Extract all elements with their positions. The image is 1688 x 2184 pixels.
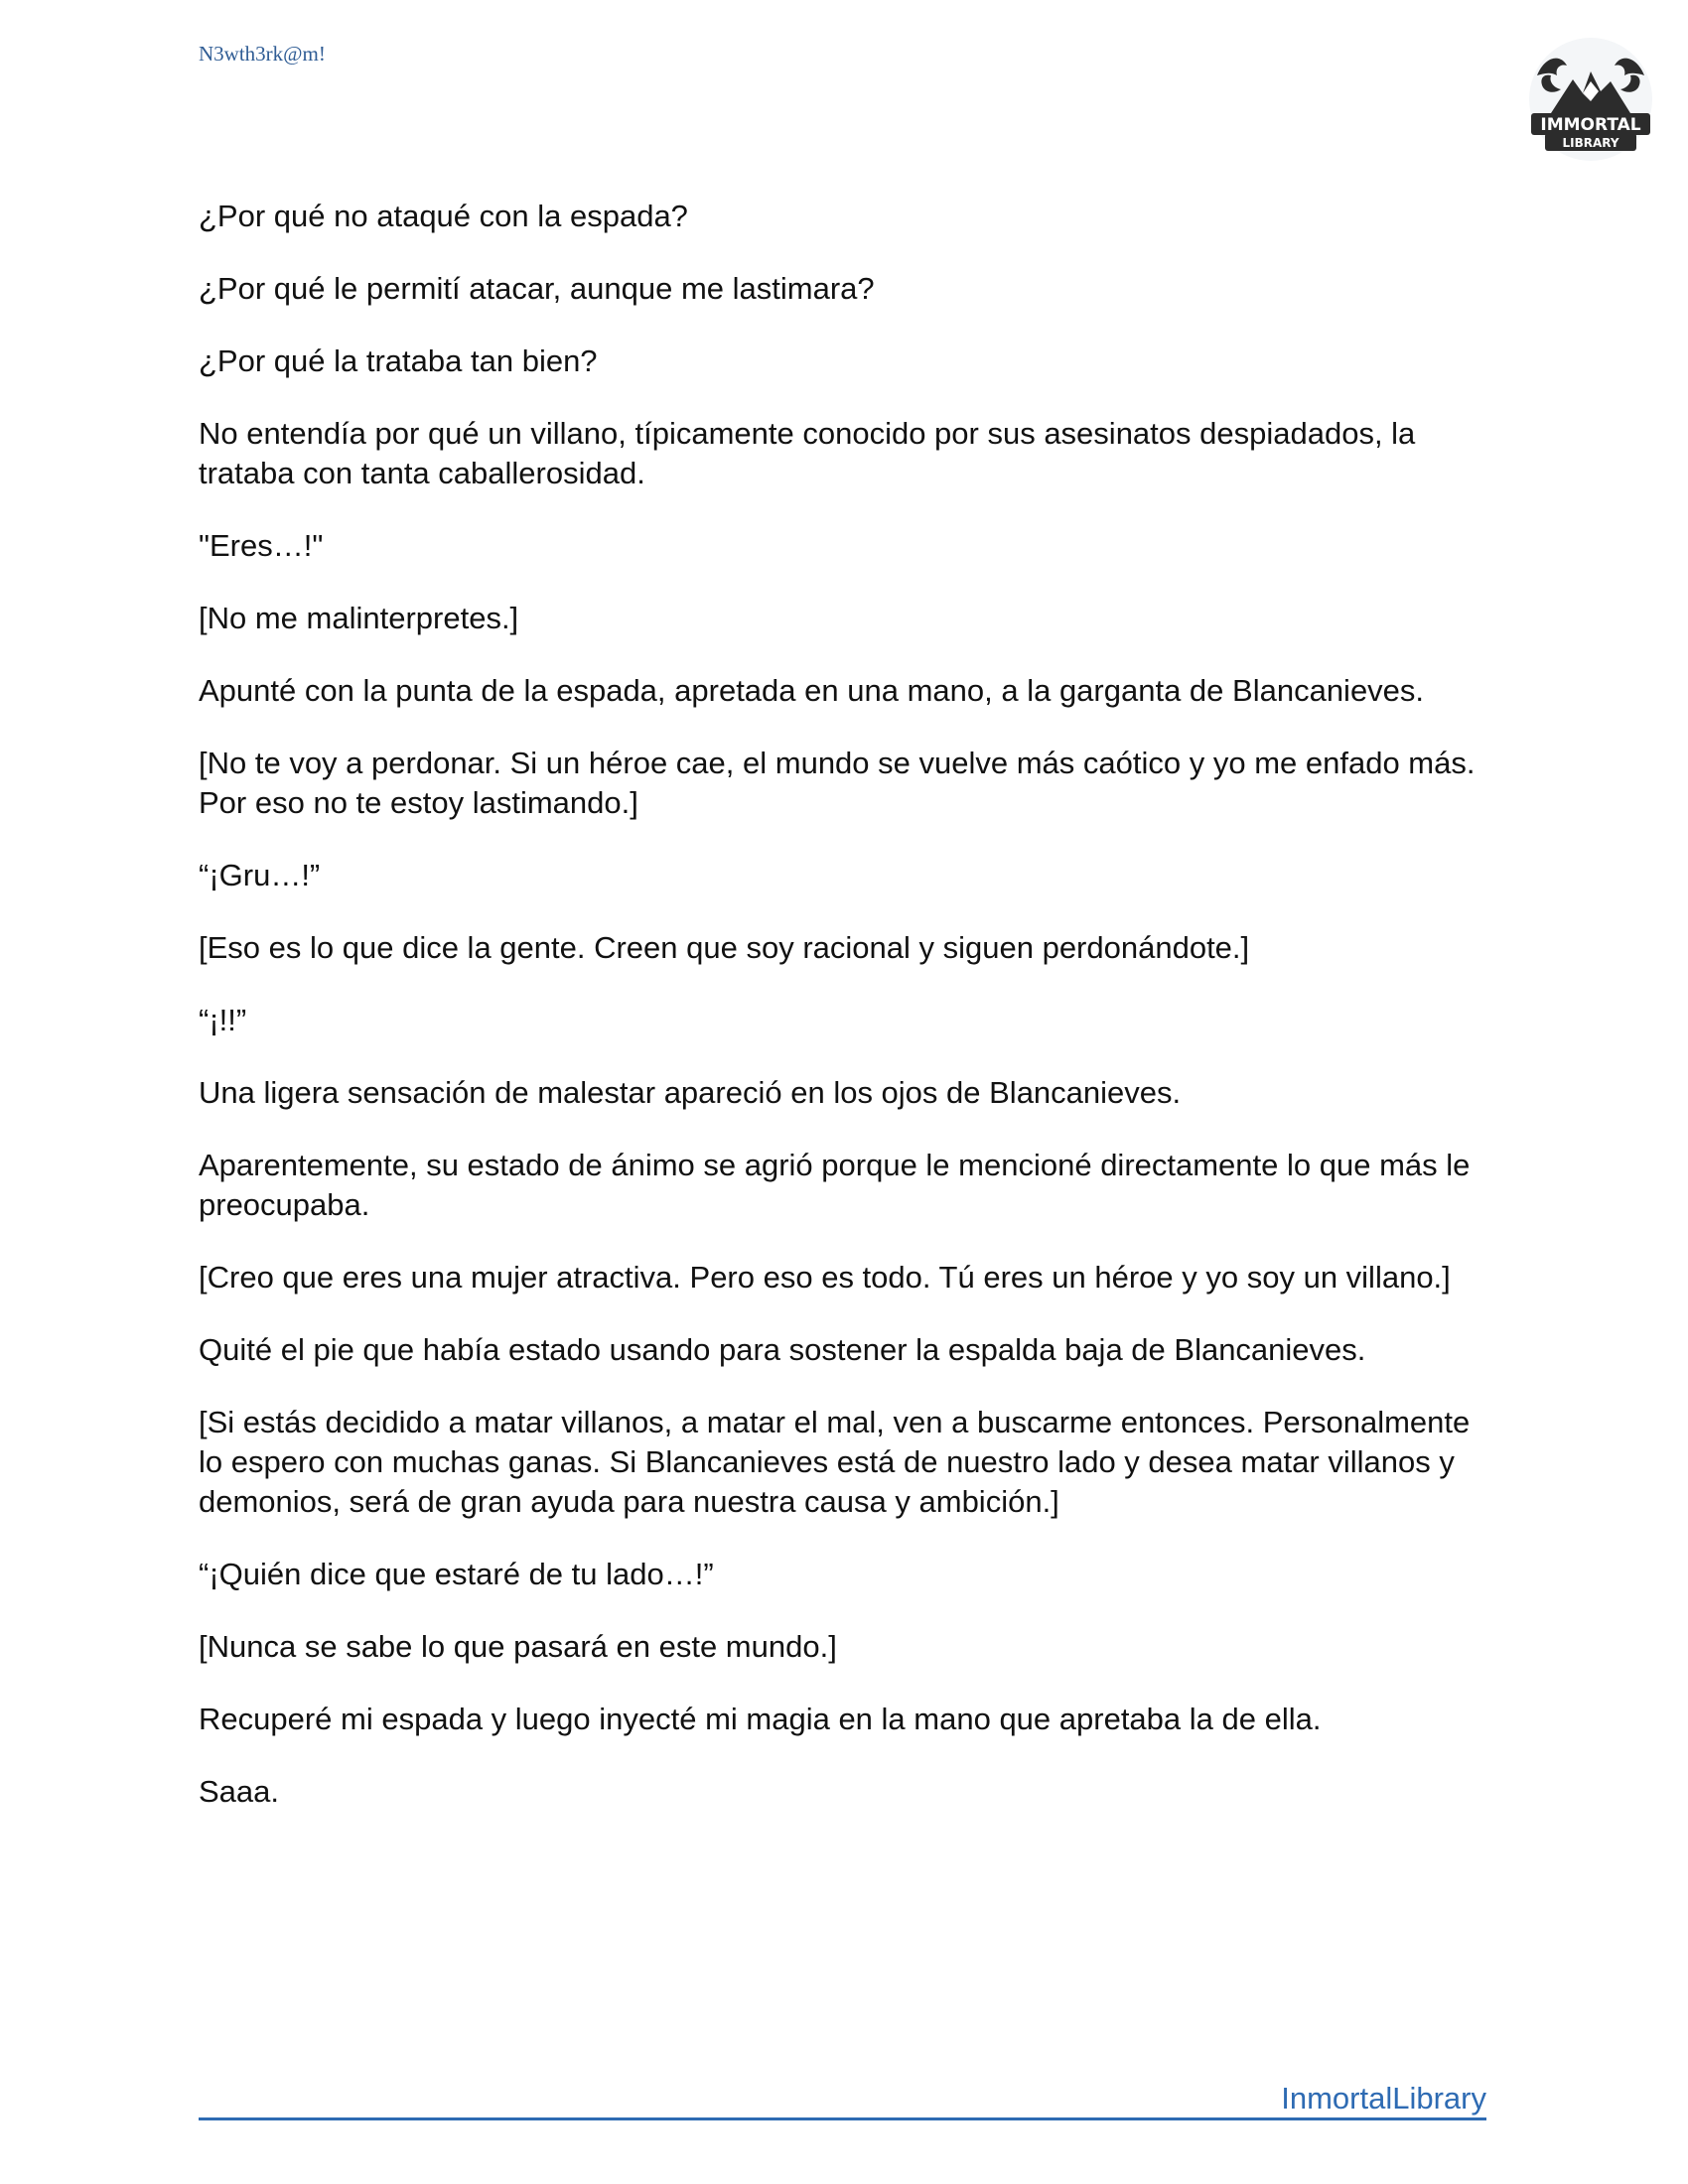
paragraph: Recuperé mi espada y luego inyecté mi magia en la mano que apretaba la de ella. bbox=[199, 1702, 1322, 1736]
footer-divider bbox=[199, 2117, 1486, 2120]
paragraph: [Si estás decidido a matar villanos, a matar el mal, ven a buscarme entonces. Personalmente lo espero con muchas ganas. Si Blancanieves está de nuestro lado y desea matar villanos y demonios, será de gran ayuda para nuestra causa y ambición.] bbox=[199, 1405, 1471, 1519]
paragraph: “¡Gru…!” bbox=[199, 858, 321, 892]
paragraph: Aparentemente, su estado de ánimo se agrió porque le mencioné directamente lo que más le preocupaba. bbox=[199, 1148, 1471, 1222]
paragraph: [Nunca se sabe lo que pasará en este mundo.] bbox=[199, 1629, 837, 1664]
paragraph: [Eso es lo que dice la gente. Creen que soy racional y siguen perdonándote.] bbox=[199, 930, 1250, 965]
story-text bbox=[199, 197, 1499, 1844]
paragraph: Quité el pie que había estado usando para sostener la espalda baja de Blancanieves. bbox=[199, 1332, 1366, 1367]
footer-library-link[interactable]: InmortalLibrary bbox=[1281, 2081, 1486, 2116]
immortal-library-logo bbox=[1521, 36, 1660, 167]
logo-line1-text: IMMORTAL bbox=[1540, 115, 1641, 135]
paragraph: ¿Por qué le permití atacar, aunque me lastimara? bbox=[199, 271, 875, 306]
header-watermark-text: N3wth3rk@m! bbox=[199, 42, 326, 66]
paragraph: “¡!!” bbox=[199, 1003, 247, 1037]
paragraph: [No te voy a perdonar. Si un héroe cae, el mundo se vuelve más caótico y yo me enfado más. Por eso no te estoy lastimando.] bbox=[199, 746, 1476, 820]
paragraph: ¿Por qué la trataba tan bien? bbox=[199, 343, 598, 378]
paragraph: ¿Por qué no ataqué con la espada? bbox=[199, 199, 688, 233]
paragraph: Apunté con la punta de la espada, apretada en una mano, a la garganta de Blancanieves. bbox=[199, 673, 1425, 708]
paragraph: Saaa. bbox=[199, 1774, 280, 1809]
dragon-castle-emblem-icon bbox=[1521, 36, 1660, 167]
paragraph: [No me malinterpretes.] bbox=[199, 601, 519, 635]
paragraph: Una ligera sensación de malestar apareció en los ojos de Blancanieves. bbox=[199, 1075, 1182, 1110]
logo-line2-text: LIBRARY bbox=[1562, 136, 1619, 150]
paragraph: “¡Quién dice que estaré de tu lado…!” bbox=[199, 1557, 714, 1591]
paragraph: "Eres…!" bbox=[199, 528, 324, 563]
paragraph: No entendía por qué un villano, típicamente conocido por sus asesinatos despiadados, la trataba con tanta caballerosidad. bbox=[199, 416, 1416, 490]
paragraph: [Creo que eres una mujer atractiva. Pero eso es todo. Tú eres un héroe y yo soy un villano.] bbox=[199, 1260, 1451, 1295]
